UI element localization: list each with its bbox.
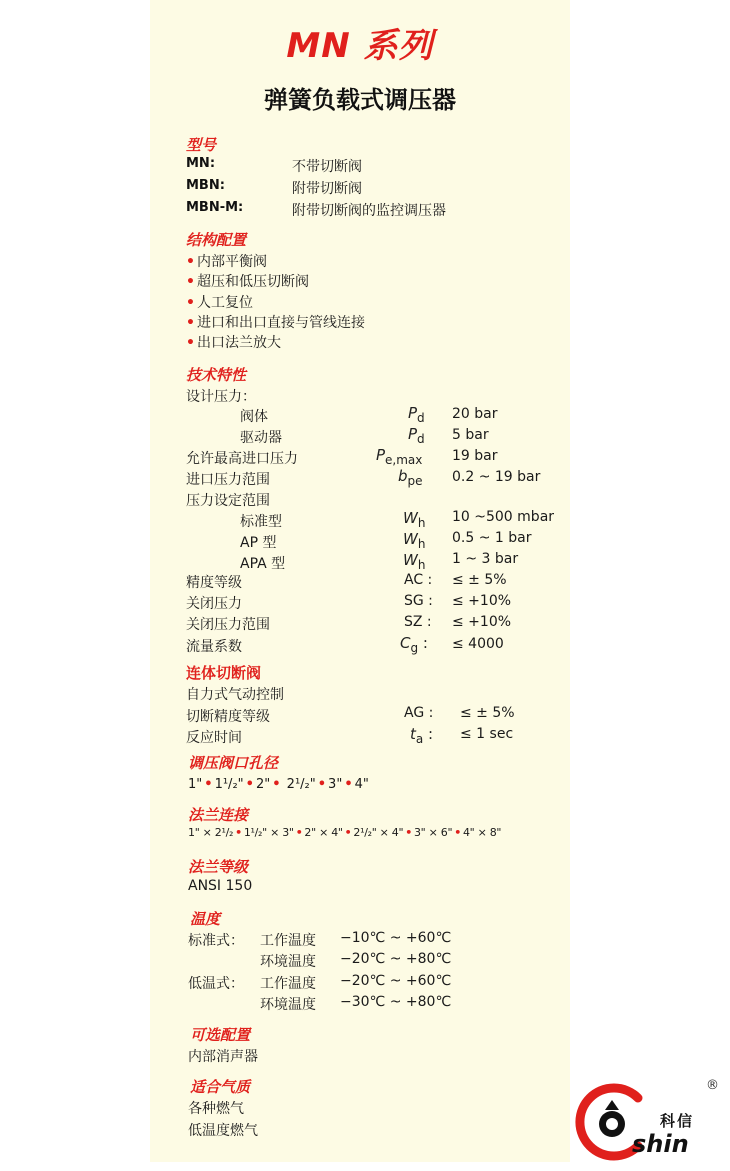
- spec-value: ≤ ± 5%: [452, 572, 507, 588]
- spec-symbol: $P_d$: [408, 404, 425, 425]
- slamshut-heading: 连体切断阀: [186, 664, 262, 682]
- size-item: 3": [328, 777, 343, 792]
- spec-value: 10 ~500 mbar: [452, 509, 555, 525]
- model-code: MN:: [186, 156, 216, 171]
- spec-label: 流量系数: [186, 639, 242, 655]
- model-code: MBN-M:: [186, 200, 244, 215]
- size-item: 2" × 4": [304, 826, 343, 839]
- model-desc: 附带切断阀: [292, 181, 362, 197]
- bullet-icon: •: [186, 315, 195, 331]
- bullet-icon: •: [186, 295, 195, 311]
- registered-mark: ®: [706, 1078, 719, 1093]
- spec-symbol: $P_{e,max}$: [376, 446, 423, 467]
- bullet-icon: •: [186, 274, 195, 290]
- list-item: • 内部平衡阀: [186, 254, 267, 270]
- spec-value: 5 bar: [452, 427, 489, 443]
- gases-heading: 适合气质: [190, 1078, 251, 1096]
- model-desc: 附带切断阀的监控调压器: [292, 203, 446, 219]
- spec-value: ≤ +10%: [452, 614, 512, 630]
- size-item: 1" × 2¹/₂: [188, 826, 234, 839]
- spec-value: 19 bar: [452, 448, 498, 464]
- temp-kind: 工作温度: [260, 933, 316, 949]
- option-item: 内部消声器: [188, 1049, 258, 1065]
- flange-class-value: ANSI 150: [188, 878, 253, 894]
- spec-value: ≤ ± 5%: [460, 705, 515, 721]
- gas-item: 各种燃气: [188, 1101, 244, 1117]
- temp-range: −10℃ ~ +60℃: [340, 930, 452, 946]
- size-item: 4" × 8": [462, 826, 502, 839]
- spec-value: ≤ 1 sec: [460, 726, 514, 742]
- page-title: MN 系列: [286, 26, 434, 66]
- spec-symbol: AG :: [404, 705, 434, 721]
- spec-value: ≤ 4000: [452, 636, 504, 652]
- spec-value: 0.5 ~ 1 bar: [452, 530, 532, 546]
- page-subtitle: 弹簧负载式调压器: [264, 86, 456, 114]
- spec-label: 自力式气动控制: [186, 687, 284, 703]
- bullet-icon: •: [186, 254, 195, 270]
- options-heading: 可选配置: [190, 1026, 251, 1044]
- temp-range: −20℃ ~ +60℃: [340, 973, 452, 989]
- model-desc: 不带切断阀: [292, 159, 362, 175]
- size-item: 2¹/₂": [286, 777, 316, 792]
- gas-item: 低温度燃气: [188, 1123, 258, 1139]
- spec-symbol: $W_h$: [403, 551, 426, 572]
- list-item: • 超压和低压切断阀: [186, 274, 309, 290]
- spec-symbol: $b_{pe}$: [398, 467, 423, 488]
- models-heading: 型号: [186, 136, 217, 154]
- spec-symbol: $t_a$ :: [410, 725, 434, 746]
- temp-type-label: 低温式：: [188, 976, 244, 992]
- temp-kind: 环境温度: [260, 997, 316, 1013]
- flange-sizes: 1" × 2¹/₂ • 1¹/₂" × 3" • 2" × 4" • 2¹/₂" × 4" • 3" × 6" • 4" × 8": [188, 826, 502, 839]
- temp-kind: 环境温度: [260, 954, 316, 970]
- temperature-heading: 温度: [190, 910, 221, 928]
- orifice-heading: 调压阀口孔径: [188, 754, 279, 772]
- spec-symbol: AC :: [404, 572, 433, 588]
- logo-chinese-text: 科信: [660, 1112, 695, 1130]
- size-item: 2¹/₂" × 4": [353, 826, 404, 839]
- temp-range: −30℃ ~ +80℃: [340, 994, 452, 1010]
- spec-label: 压力设定范围: [186, 493, 270, 509]
- size-item: 2": [255, 777, 271, 792]
- list-item: • 出口法兰放大: [186, 335, 281, 351]
- spec-label: 阀体: [240, 409, 268, 425]
- spec-symbol: $W_h$: [403, 509, 426, 530]
- spec-value: 1 ~ 3 bar: [452, 551, 519, 567]
- size-item: 1¹/₂": [214, 777, 244, 792]
- spec-label: 允许最高进口压力: [186, 451, 298, 467]
- spec-symbol: SG :: [404, 593, 433, 609]
- temp-type-label: 标准式：: [188, 933, 244, 949]
- structure-heading: 结构配置: [186, 231, 247, 249]
- spec-value: ≤ +10%: [452, 593, 512, 609]
- spec-symbol: SZ :: [404, 614, 432, 630]
- spec-label: 驱动器: [240, 430, 282, 446]
- size-item: 1": [188, 777, 203, 792]
- orifice-sizes: 1" • 1¹/₂" • 2" • 2¹/₂" • 3" • 4": [188, 777, 369, 792]
- bullet-icon: •: [186, 335, 195, 351]
- spec-label: 设计压力：: [186, 389, 256, 405]
- temp-range: −20℃ ~ +80℃: [340, 951, 452, 967]
- flange-class-heading: 法兰等级: [188, 858, 249, 876]
- spec-label: 关闭压力: [186, 596, 242, 612]
- size-item: 1¹/₂" × 3": [243, 826, 294, 839]
- temp-kind: 工作温度: [260, 976, 316, 992]
- model-code: MBN:: [186, 178, 225, 193]
- spec-label: 切断精度等级: [186, 709, 270, 725]
- list-item: • 人工复位: [186, 295, 253, 311]
- flange-heading: 法兰连接: [188, 806, 249, 824]
- specs-heading: 技术特性: [186, 366, 247, 384]
- spec-label: APA 型: [240, 556, 286, 572]
- spec-value: 0.2 ~ 19 bar: [452, 469, 541, 485]
- spec-label: AP 型: [240, 535, 277, 551]
- spec-label: 反应时间: [186, 730, 242, 746]
- spec-label: 关闭压力范围: [186, 617, 270, 633]
- spec-label: 精度等级: [186, 575, 242, 591]
- spec-label: 进口压力范围: [186, 472, 270, 488]
- spec-symbol: $W_h$: [403, 530, 426, 551]
- spec-symbol: $C_g$ :: [400, 634, 428, 655]
- size-item: 3" × 6": [413, 826, 453, 839]
- spec-label: 标准型: [240, 514, 282, 530]
- spec-symbol: $P_d$: [408, 425, 425, 446]
- size-item: 4": [354, 777, 369, 792]
- logo-english-text: shin: [632, 1130, 689, 1158]
- spec-value: 20 bar: [452, 406, 498, 422]
- list-item: • 进口和出口直接与管线连接: [186, 315, 365, 331]
